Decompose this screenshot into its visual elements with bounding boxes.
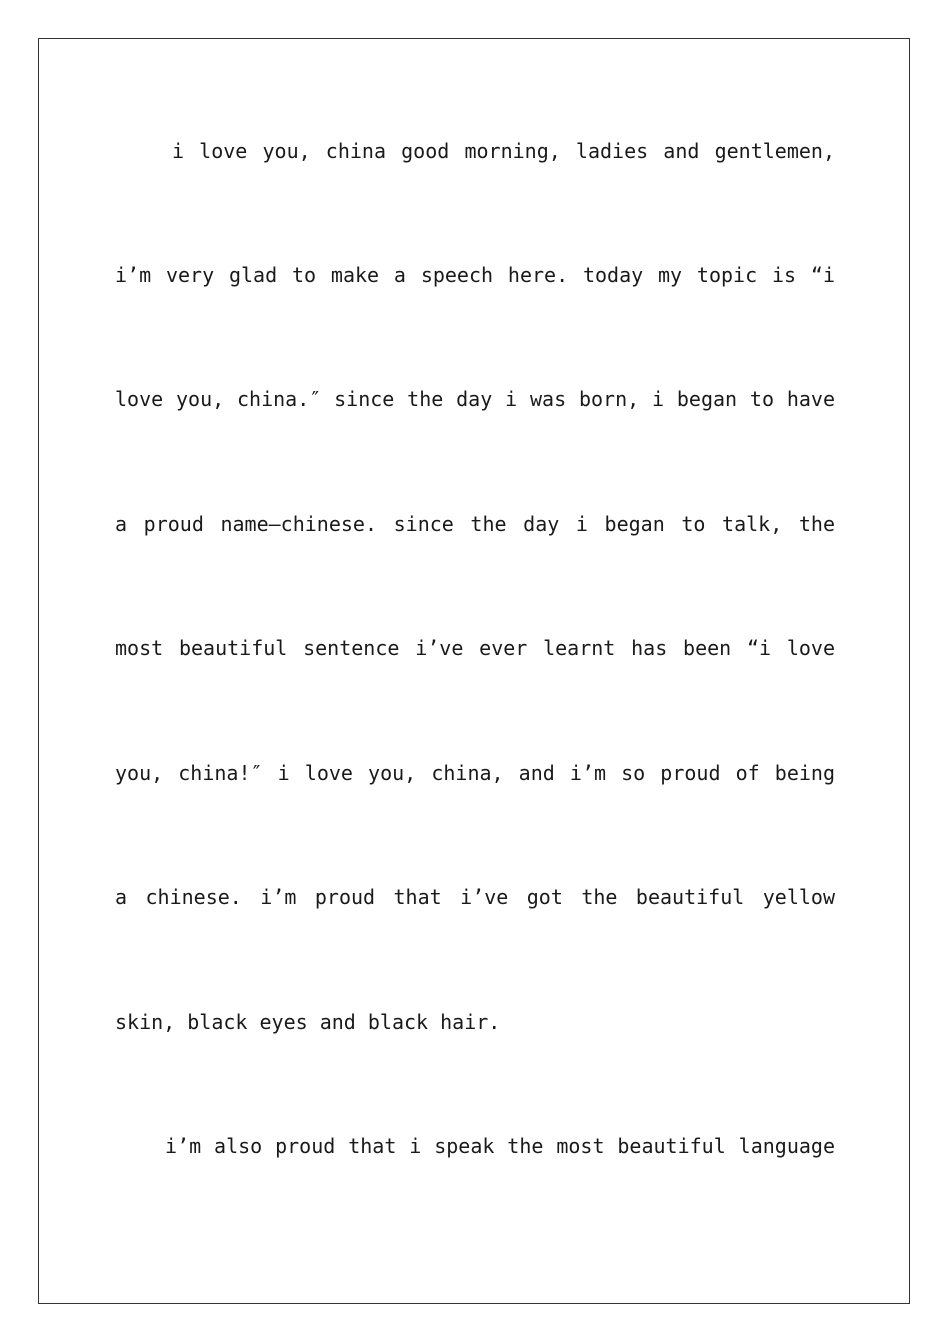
text-line: i’m very glad to make a speech here. today my topic is “i <box>115 263 835 287</box>
text-line: skin, black eyes and black hair. <box>115 1010 501 1034</box>
text-line: a proud name—chinese. since the day i began to talk, the <box>115 512 835 536</box>
page-border <box>38 38 910 1304</box>
text-line: i’m also proud that i speak the most beautiful language <box>165 1134 835 1158</box>
text-line: love you, china.″ since the day i was born, i began to have <box>115 387 835 411</box>
text-line: i love you, china good morning, ladies and gentlemen, <box>172 139 835 163</box>
text-line: a chinese. i’m proud that i’ve got the beautiful yellow <box>115 885 835 909</box>
text-line: you, china!″ i love you, china, and i’m so proud of being <box>115 761 835 785</box>
text-line: most beautiful sentence i’ve ever learnt has been “i love <box>115 636 835 660</box>
